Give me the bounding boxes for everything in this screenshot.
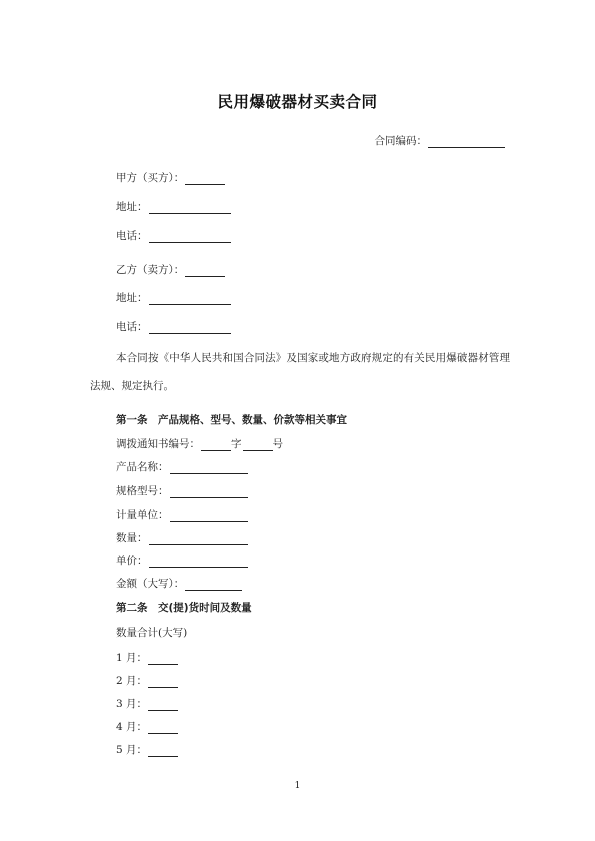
notice-number-mid: 字 — [231, 438, 242, 450]
spec-label: 规格型号： — [116, 485, 169, 497]
month-4-label: 4 月： — [116, 721, 148, 733]
total-quantity-label: 数量合计(大写) — [116, 627, 188, 639]
party-a-address-blank[interactable] — [149, 202, 231, 214]
contract-number-label: 合同编码： — [374, 135, 427, 147]
month-1-line — [116, 650, 178, 665]
month-5-blank[interactable] — [148, 745, 178, 757]
month-2-label: 2 月： — [116, 675, 148, 687]
party-b-phone-line — [116, 319, 231, 334]
party-b-address-line — [116, 290, 231, 305]
document-title: 民用爆破器材买卖合同 — [217, 93, 378, 111]
page-number: 1 — [294, 781, 301, 791]
month-3-blank[interactable] — [148, 699, 178, 711]
party-b-label: 乙方（卖方）： — [116, 264, 185, 276]
notice-number-blank-1[interactable] — [201, 439, 231, 451]
party-b-address-blank[interactable] — [149, 293, 231, 305]
contract-number-blank[interactable] — [428, 136, 505, 148]
notice-number-end: 号 — [272, 438, 283, 450]
month-4-blank[interactable] — [148, 722, 178, 734]
contract-number-field — [375, 133, 506, 148]
party-b-phone-label: 电话： — [116, 321, 148, 333]
month-4-line — [116, 719, 178, 734]
product-name-line — [116, 459, 248, 474]
notice-number-label: 调拨通知书编号： — [116, 438, 200, 450]
month-2-blank[interactable] — [148, 676, 178, 688]
quantity-label: 数量： — [116, 532, 148, 544]
month-3-label: 3 月： — [116, 698, 148, 710]
month-1-label: 1 月： — [116, 652, 148, 664]
spec-blank[interactable] — [170, 486, 248, 498]
article-2-heading: 第二条 交(提)货时间及数量 — [116, 602, 252, 614]
party-a-line — [116, 170, 225, 185]
party-b-blank[interactable] — [185, 265, 225, 277]
price-label: 单价： — [116, 555, 148, 567]
spec-line — [116, 483, 248, 498]
amount-label: 金额（大写）： — [116, 578, 185, 590]
month-3-line — [116, 696, 178, 711]
article-1-heading: 第一条 产品规格、型号、数量、价款等相关事宜 — [116, 414, 347, 426]
month-2-line — [116, 673, 178, 688]
amount-line — [116, 576, 242, 591]
product-name-blank[interactable] — [170, 462, 248, 474]
party-a-blank[interactable] — [185, 173, 225, 185]
unit-line — [116, 507, 248, 522]
party-b-address-label: 地址： — [116, 292, 148, 304]
party-a-phone-blank[interactable] — [149, 231, 231, 243]
total-quantity-line — [116, 625, 187, 640]
intro-paragraph: 本合同按《中华人民共和国合同法》及国家或地方政府规定的有关民用爆破器材管理法规、规定执行。 — [90, 352, 510, 392]
party-a-address-line — [116, 199, 231, 214]
party-a-address-label: 地址： — [116, 201, 148, 213]
quantity-line — [116, 530, 248, 545]
party-a-label: 甲方（买方）： — [116, 172, 185, 184]
party-a-phone-line — [116, 228, 231, 243]
notice-number-blank-2[interactable] — [243, 439, 273, 451]
month-5-label: 5 月： — [116, 744, 148, 756]
quantity-blank[interactable] — [149, 533, 248, 545]
month-5-line — [116, 742, 178, 757]
unit-label: 计量单位： — [116, 509, 169, 521]
product-name-label: 产品名称： — [116, 461, 169, 473]
price-blank[interactable] — [149, 556, 248, 568]
price-line — [116, 553, 248, 568]
party-b-line — [116, 262, 225, 277]
month-1-blank[interactable] — [148, 653, 178, 665]
party-a-phone-label: 电话： — [116, 230, 148, 242]
amount-blank[interactable] — [185, 579, 242, 591]
notice-number-line — [116, 436, 283, 451]
party-b-phone-blank[interactable] — [149, 322, 231, 334]
unit-blank[interactable] — [170, 510, 248, 522]
